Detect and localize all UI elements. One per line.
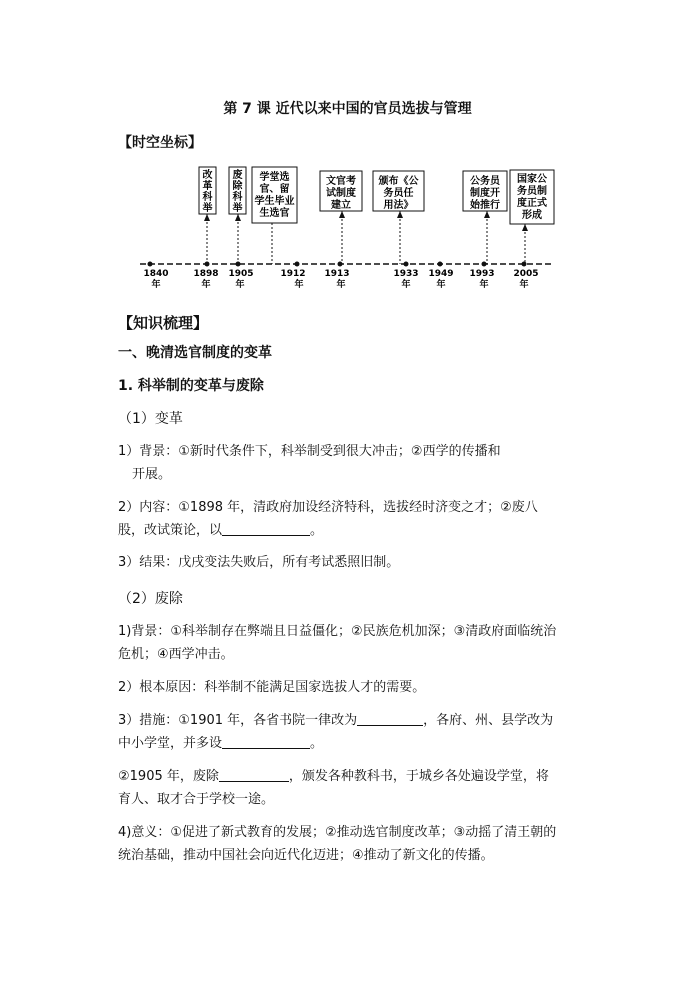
text-fragment: 。	[310, 523, 324, 538]
event-text: 始推行	[470, 200, 500, 211]
text-fragment: 。	[310, 736, 324, 751]
text-line	[118, 519, 580, 542]
arrow-1898	[204, 214, 210, 221]
text-fragment: 股，改试策论，以	[118, 523, 223, 538]
paragraph-significance	[118, 821, 580, 867]
year-suffix: 年	[201, 280, 211, 290]
fill-in-blank[interactable]	[219, 767, 289, 782]
event-text: 生选官	[259, 208, 290, 219]
text-line	[118, 765, 580, 788]
event-text: 除	[232, 181, 243, 192]
fill-in-blank[interactable]	[222, 521, 310, 536]
event-text: 废	[232, 170, 243, 181]
year-label: 1933	[393, 269, 419, 279]
fill-in-blank[interactable]	[357, 711, 423, 726]
event-text: 形成	[522, 210, 542, 221]
year-label: 1949	[428, 269, 454, 279]
paragraph-abolish-background	[118, 620, 580, 666]
event-text: 建立	[331, 200, 351, 211]
year-suffix: 年	[294, 280, 304, 290]
year-suffix: 年	[151, 280, 161, 290]
dot-1949	[438, 262, 443, 267]
dot-1905	[236, 262, 241, 267]
text-line: 统治基础，推动中国社会向近代化迈进；④推动了新文化的传播。	[118, 848, 494, 863]
subsection-heading: （2）废除	[118, 591, 183, 607]
year-suffix: 年	[401, 280, 411, 290]
event-text: 革	[202, 181, 213, 192]
dot-1912	[295, 262, 300, 267]
year-label: 2005	[513, 269, 539, 279]
text-fragment: ②1905 年，废除	[118, 769, 219, 784]
text-line: 2）内容：①1898 年，清政府加设经济特科，选拔经时济变之才；②废八	[118, 500, 538, 515]
subsection-heading: 1. 科举制的变革与废除	[118, 378, 264, 394]
event-text: 务员任	[383, 188, 414, 199]
text-line: 3）结果：戊戌变法失败后，所有考试悉照旧制。	[118, 555, 400, 570]
text-fragment: ，各府、州、县学改为	[423, 713, 554, 728]
year-label: 1898	[193, 269, 219, 279]
year-suffix: 年	[336, 280, 346, 290]
paragraph-background	[118, 440, 580, 486]
text-line: 育人、取才合于学校一途。	[118, 792, 275, 807]
event-text: 制度开	[470, 188, 500, 199]
text-line: 开展。	[132, 467, 172, 482]
paragraph-root-cause	[118, 676, 580, 699]
text-line: 1)背景：①科举制存在弊端且日益僵化；②民族危机加深；③清政府面临统治	[118, 624, 557, 639]
arrow-1913	[339, 211, 345, 218]
text-line	[118, 732, 580, 755]
part-heading: 一、晚清选官制度的变革	[118, 345, 272, 361]
timeline-heading: 【时空坐标】	[118, 135, 202, 151]
text-fragment: 3）措施：①1901 年，各省书院一律改为	[118, 713, 358, 728]
dot-2005	[522, 262, 527, 267]
text-line: 危机；④西学冲击。	[118, 647, 234, 662]
year-label: 1993	[469, 269, 495, 279]
fill-in-blank[interactable]	[222, 734, 310, 749]
event-text: 国家公	[517, 174, 547, 185]
year-suffix: 年	[436, 280, 446, 290]
knowledge-heading: 【知识梳理】	[118, 314, 209, 332]
event-text: 举	[232, 203, 243, 214]
event-text: 举	[202, 203, 213, 214]
subsection-heading: （1）变革	[118, 411, 183, 427]
arrow-2005	[522, 224, 528, 231]
event-text: 试制度	[326, 188, 356, 199]
paragraph-result	[118, 551, 580, 574]
text-line: 1）背景：①新时代条件下，科举制受到很大冲击；②西学的传播和	[118, 444, 501, 459]
arrow-1993	[484, 211, 490, 218]
dot-1933	[404, 262, 409, 267]
event-text: 官、留	[259, 184, 290, 195]
event-text: 科	[232, 192, 243, 203]
year-label: 1840	[143, 269, 169, 279]
event-text: 度正式	[517, 198, 547, 209]
event-text: 公务员	[470, 176, 500, 187]
dot-1913	[338, 262, 343, 267]
year-suffix: 年	[235, 280, 245, 290]
event-text: 学堂选	[259, 172, 290, 183]
text-line: 4)意义：①促进了新式教育的发展；②推动选官制度改革；③动摇了清王朝的	[118, 825, 557, 840]
dot-1840	[148, 262, 153, 267]
dot-1993	[482, 262, 487, 267]
event-text: 颁布《公	[378, 176, 419, 187]
text-fragment: 中小学堂，并多设	[118, 736, 223, 751]
text-line: 2）根本原因：科举制不能满足国家选拔人才的需要。	[118, 680, 426, 695]
year-label: 1912	[280, 269, 306, 279]
event-text: 文官考	[326, 176, 356, 187]
timeline-diagram	[0, 0, 695, 300]
year-suffix: 年	[519, 280, 529, 290]
arrow-1905	[235, 214, 241, 221]
event-text: 用法》	[383, 200, 414, 211]
event-text: 学生毕业	[254, 196, 295, 207]
event-text: 务员制	[517, 186, 547, 197]
arrow-1933	[397, 211, 403, 218]
year-label: 1905	[228, 269, 254, 279]
year-label: 1913	[324, 269, 350, 279]
dot-1898	[205, 262, 210, 267]
event-text: 科	[202, 192, 213, 203]
year-suffix: 年	[479, 280, 489, 290]
paragraph-measures	[118, 709, 580, 755]
event-text: 改	[202, 170, 213, 181]
lesson-title: 第 7 课 近代以来中国的官员选拔与管理	[223, 101, 472, 117]
text-line	[118, 709, 580, 732]
text-fragment: ，颁发各种教科书，于城乡各处遍设学堂，将	[288, 769, 549, 784]
paragraph-measures-2	[118, 765, 580, 811]
paragraph-content	[118, 496, 580, 542]
